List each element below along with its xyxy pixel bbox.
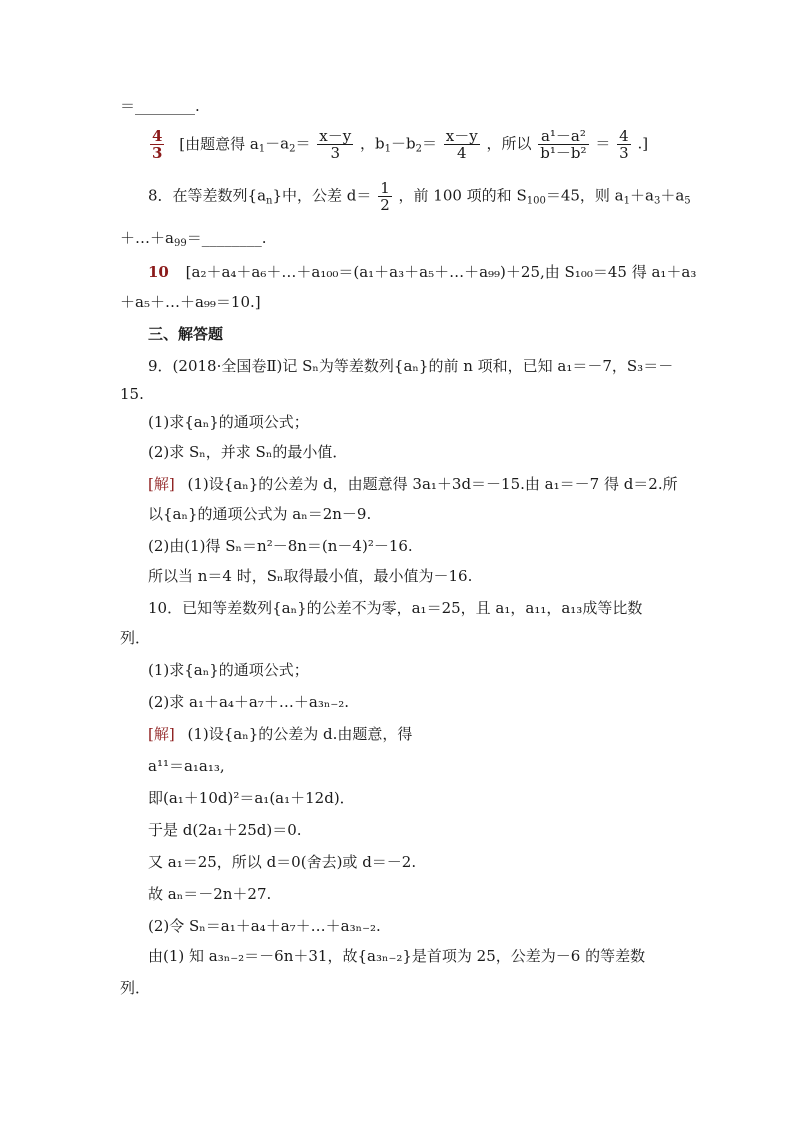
q9-line-1: 9．(2018·全国卷Ⅱ)记 Sₙ为等差数列{aₙ}的前 n 项和，已知 a₁＝－7，S₃＝－ <box>148 357 674 375</box>
fraction-2: $\frac{x-y}{4}$ <box>445 127 478 162</box>
q10-line-2: 列． <box>120 629 151 647</box>
section-heading: 三、解答题 <box>148 325 224 343</box>
q8-answer-line-2: ＋a₅＋…＋a₉₉＝10.] <box>120 293 261 311</box>
q10-solution-line-8: 由(1) 知 a₃ₙ₋₂＝－6n＋31，故{a₃ₙ₋₂}是首项为 25，公差为－6 的等差数 <box>148 947 646 965</box>
q9-line-2: 15. <box>120 385 144 403</box>
q9-solution-line-2: 以{aₙ}的通项公式为 aₙ＝2n－9. <box>148 505 372 523</box>
fraction-1: $\frac{x-y}{3}$ <box>319 127 352 162</box>
q8-answer-line: 10 [a₂＋a₄＋a₆＋…＋a₁₀₀＝(a₁＋a₃＋a₅＋…＋a₉₉)＋25,由 S₁₀₀＝45 得 a₁＋a₃ <box>148 263 697 281</box>
q10-part-2: (2)求 a₁＋a₄＋a₇＋…＋a₃ₙ₋₂. <box>148 693 350 711</box>
q8-fraction: $\frac{1}{2}$ <box>380 179 390 214</box>
q10-solution-line-3: 即(a₁＋10d)²＝a₁(a₁＋12d)． <box>148 789 355 807</box>
q10-solution-line-4: 于是 d(2a₁＋25d)＝0. <box>148 821 302 839</box>
q10-solution-line-2: a¹¹＝a₁a₁₃, <box>148 757 225 775</box>
q9-part-2: (2)求 Sₙ，并求 Sₙ的最小值． <box>148 443 348 461</box>
solution-tag: [解] <box>148 475 175 493</box>
q9-solution-line-3: (2)由(1)得 Sₙ＝n²－8n＝(n－4)²－16. <box>148 537 413 555</box>
q10-solution-line-6: 故 aₙ＝－2n＋27. <box>148 885 272 903</box>
fraction-4: $\frac{4}{3}$ <box>619 127 629 162</box>
fraction-3: $\frac{\text{a¹－a²}}{\text{b¹－b²}}$ <box>540 127 587 162</box>
q7-answer-fraction: $\frac{4}{3}$ <box>152 127 163 162</box>
q7-blank-line: ＝________. <box>120 97 200 115</box>
solution-tag: [解] <box>148 725 175 743</box>
q8-answer: 10 <box>148 263 169 281</box>
q9-part-1: (1)求{aₙ}的通项公式； <box>148 413 309 431</box>
q10-solution-line-9: 列． <box>120 979 151 997</box>
q8-line-2: $+\dots+a_{99}=\_\_\_\_\_\_\_\_$. <box>120 229 267 249</box>
q10-solution-line-1: [解] (1)设{aₙ}的公差为 d.由题意，得 <box>148 725 413 743</box>
q9-solution-line-1: [解] (1)设{aₙ}的公差为 d，由题意得 3a₁＋3d＝－15.由 a₁＝－7 得 d＝2.所 <box>148 475 678 493</box>
q9-solution-line-4: 所以当 n＝4 时，Sₙ取得最小值，最小值为－16. <box>148 567 473 585</box>
q10-solution-line-7: (2)令 Sₙ＝a₁＋a₄＋a₇＋…＋a₃ₙ₋₂. <box>148 917 381 935</box>
q10-part-1: (1)求{aₙ}的通项公式； <box>148 661 309 679</box>
q7-answer-line: $\frac{4}{3}$ [由题意得 $a_1-a_2=$ $\frac{x-y}{3}$ ，$b_1-b_2=$ $\frac{x-y}{4}$ ，所以 $\frac{\text{a¹－a²}}{\text{b¹－b²}}$ ＝ $\frac{4}{3}$ .] <box>152 127 649 162</box>
q10-solution-line-5: 又 a₁＝25，所以 d＝0(舍去)或 d＝－2. <box>148 853 417 871</box>
q10-line-1: 10．已知等差数列{aₙ}的公差不为零，a₁＝25，且 a₁，a₁₁，a₁₃成等比数 <box>148 599 643 617</box>
q8-line-1: 8．在等差数列$\{a_n\}$中，公差 d＝ $\frac{1}{2}$ ，前 100 项的和 $S_{100}=45$，则 $a_1+a_3+a_5$ <box>148 179 691 214</box>
